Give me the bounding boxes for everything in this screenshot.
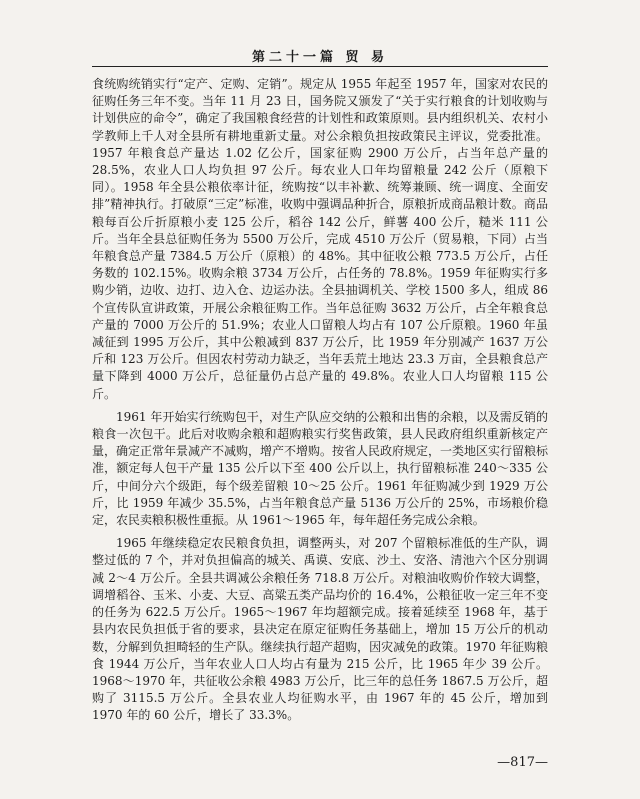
paragraph-3: 1965 年继续稳定农民粮食负担，调整两头，对 207 个留粮标准低的生产队，调整过低的 7 个，并对负担偏高的城关、禹谟、安底、沙土、安洛、清池六个区分别调减 2～4 万公斤。全县共调减公余粮任务 718.8 万公斤。对粮油收购价作较大调整，调增稻谷、玉米、小麦、大豆、高粱五类产品均价的 16.4%，公粮征收一定三年不变的任务为 622.5 万公斤。1965～1967 年均超额完成。接着延续至 1968 年，基于县内农民负担低于省的要求，县决定在原定征购任务基础上，增加 15 万公斤的机动数，分解到负担畸轻的生产队。继续执行超产超购，因灾减免的政策。1970 年征购粮食 1944 万公斤，当年农业人口人均占有量为 215 公斤，比 1965 年少 39 公斤。1968～1970 年，共征收公余粮 4983 万公斤，比三年的总任务 1867.5 万公斤，超购了 3115.5 万公斤。全县农业人均征购水平，由 1967 年的 45 公斤，增加到 1970 年的 60 公斤，增长了 33.3%。 [92,536,548,723]
page-number: —817— [497,755,548,770]
running-header: 第二十一篇 贸 易 [251,50,389,65]
header-rule [92,66,548,67]
paragraph-2: 1961 年开始实行统购包干，对生产队应交纳的公粮和出售的余粮，以及需反销的粮食一次包干。此后对收购余粮和超购粮实行奖售政策，县人民政府组织重新核定产量，确定正常年景减产不减购，增产不增购。按省人民政府规定，一类地区实行留粮标准，额定每人包干产量 135 公斤以下至 400 公斤以上，执行留粮标准 240～335 公斤，中间分六个级距，每个级差留粮 10～25 公斤。1961 年征购减少到 1929 万公斤，比 1959 年减少 35.5%，占当年粮食总产量 5136 万公斤的 25%，市场粮价稳定，农民卖粮积极性重振。从 1961～1965 年，每年超任务完成公余粮。 [92,409,549,528]
paragraph-1: 食统购统销实行“定产、定购、定销”。规定从 1955 年起至 1957 年，国家对农民的征购任务三年不变。当年 11 月 23 日，国务院又颁发了“关于实行粮食的计划收购与计划供应的命令”，确定了我国粮食经营的计划性和政策原则。县内组织机关、农村小学教师上千人对全县所有耕地重新丈量。对公余粮负担按政策民主评议，党委批准。1957 年粮食总产量达 1.02 亿公斤，国家征购 2900 万公斤，占当年总产量的 28.5%，农业人口人均负担 97 公斤。每农业人口年均留粮量 242 公斤（原粮下同）。1958 年全县公粮依率计征，统购按“以丰补歉、统筹兼顾、统一调度、全面安排”精神执行。打破原“三定”标准，收购中强调品种折合，原粮折成商品粮计数。商品粮每百公斤折原粮小麦 125 公斤，稻谷 142 公斤，鲜薯 400 公斤，糙米 111 公斤。当年全县总征购任务为 5500 万公斤，完成 4510 万公斤（贸易粮，下同）占当年粮食总产量 7384.5 万公斤（原粮）的 48%。其中征收公粮 773.5 万公斤，占任务数的 102.15%。收购余粮 3734 万公斤，占任务的 78.8%。1959 年征购实行多购少销，边收、边打、边入仓、边运办法。全县抽调机关、学校 1500 多人，组成 86 个宣传队宣讲政策，开展公余粮征购工作。当年总征购 3632 万公斤，占全年粮食总产量的 7000 万公斤的 51.9%；农业人口留粮人均占有 107 公斤原粮。1960 年虽减征到 1995 万公斤，其中公粮减到 837 万公斤，比 1959 年分别减产 1637 万公斤和 123 万公斤。但因农村劳动力缺乏，当年丢荒土地达 23.3 万亩，全县粮食总产量下降到 4000 万公斤，总征量仍占总产量的 49.8%。农业人口人均留粮 115 公斤。 [92,77,548,401]
body-text [92,76,548,731]
